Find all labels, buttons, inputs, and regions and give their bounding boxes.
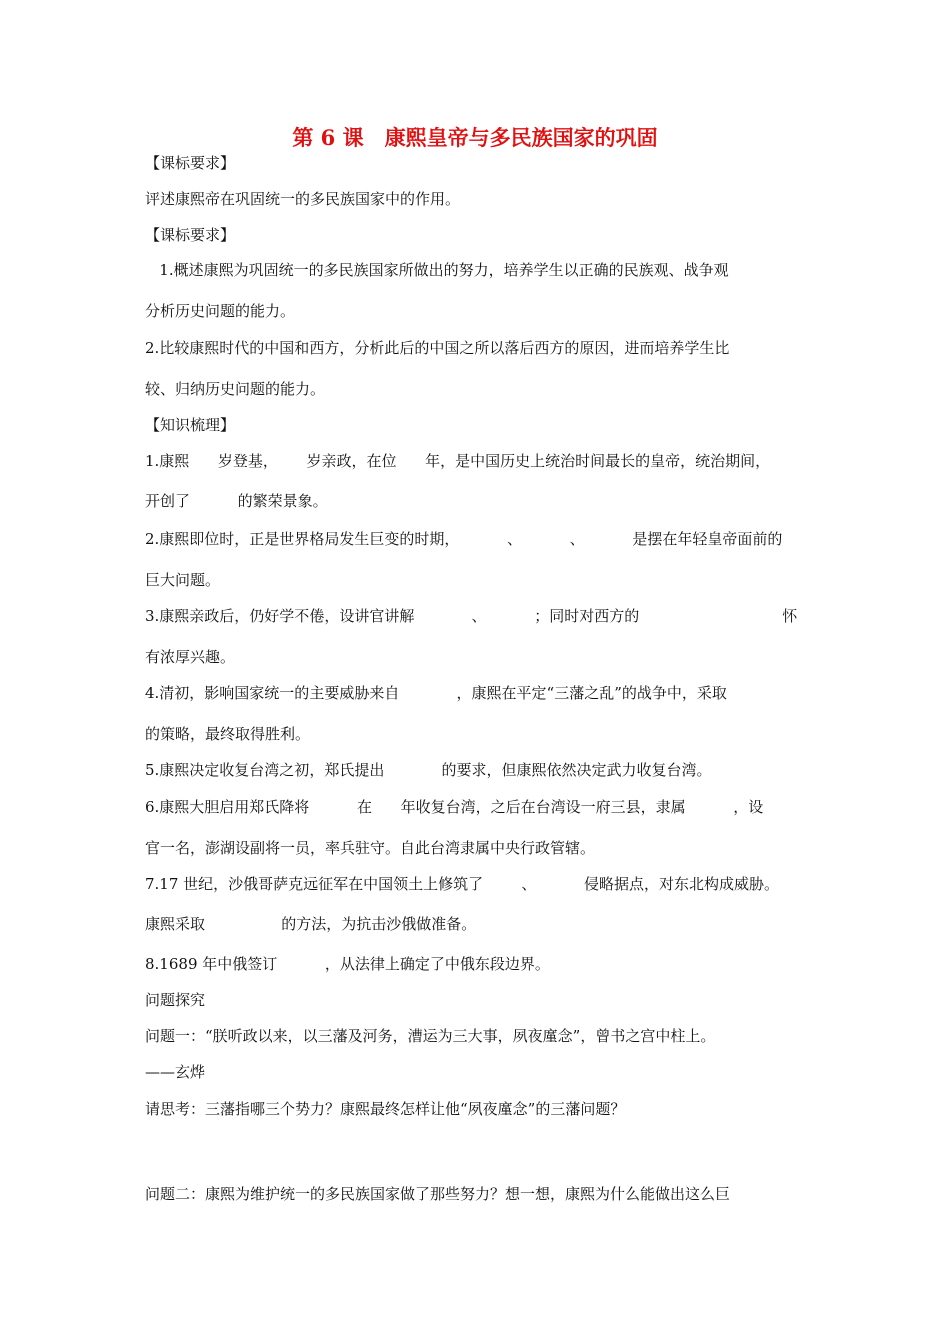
text-line: 2.康熙即位时，正是世界格局发生巨变的时期， 、 、 是摆在年轻皇帝面前的 <box>145 530 783 548</box>
text-line: 2.比较康熙时代的中国和西方，分析此后的中国之所以落后西方的原因，进而培养学生比 <box>145 339 730 357</box>
section-heading: 【知识梳理】 <box>145 416 236 434</box>
text-line: 7.17 世纪，沙俄哥萨克远征军在中国领土上修筑了 、 侵略据点，对东北构成威胁。 <box>145 875 779 893</box>
text-line: 有浓厚兴趣。 <box>145 648 236 666</box>
text-line: 6.康熙大胆启用郑氏降将 在 年收复台湾，之后在台湾设一府三县，隶属 ，设 <box>145 798 764 816</box>
text-line: 的策略，最终取得胜利。 <box>145 725 311 743</box>
section-heading: 【课标要求】 <box>145 154 236 172</box>
text-line: 巨大问题。 <box>145 571 221 589</box>
text-line: 请思考：三藩指哪三个势力？康熙最终怎样让他“夙夜廑念”的三藩问题？ <box>145 1100 626 1118</box>
text-line: 官一名，澎湖设副将一员，率兵驻守。自此台湾隶属中央行政管辖。 <box>145 839 596 857</box>
text-line: 开创了 的繁荣景象。 <box>145 492 328 510</box>
text-line: 康熙采取 的方法，为抗击沙俄做准备。 <box>145 915 477 933</box>
text-line: 8.1689 年中俄签订 ，从法律上确定了中俄东段边界。 <box>145 955 550 973</box>
text-line: 较、归纳历史问题的能力。 <box>145 380 326 398</box>
text-line: 5.康熙决定收复台湾之初，郑氏提出 的要求，但康熙依然决定武力收复台湾。 <box>145 761 712 779</box>
text-line: 3.康熙亲政后，仍好学不倦，设讲官讲解 、 ；同时对西方的 怀 <box>145 607 798 625</box>
section-heading: 问题探究 <box>145 991 206 1009</box>
text-line: 评述康熙帝在巩固统一的多民族国家中的作用。 <box>145 190 461 208</box>
text-line: 问题二：康熙为维护统一的多民族国家做了那些努力？想一想，康熙为什么能做出这么巨 <box>145 1185 731 1203</box>
text-line: 4.清初，影响国家统一的主要威胁来自 ，康熙在平定“三藩之乱”的战争中，采取 <box>145 684 727 702</box>
text-line: 1.康熙 岁登基， 岁亲政，在位 年，是中国历史上统治时间最长的皇帝，统治期间， <box>145 452 771 470</box>
text-line: 问题一：“朕听政以来，以三藩及河务，漕运为三大事，夙夜廑念”，曾书之宫中柱上。 <box>145 1027 716 1045</box>
section-heading: 【课标要求】 <box>145 226 236 244</box>
text-line: 1.概述康熙为巩固统一的多民族国家所做出的努力，培养学生以正确的民族观、战争观 <box>145 261 729 279</box>
text-line: 分析历史问题的能力。 <box>145 302 296 320</box>
page-title: 第 6 课 康熙皇帝与多民族国家的巩固 <box>292 125 658 150</box>
text-line: ——玄烨 <box>145 1063 206 1081</box>
